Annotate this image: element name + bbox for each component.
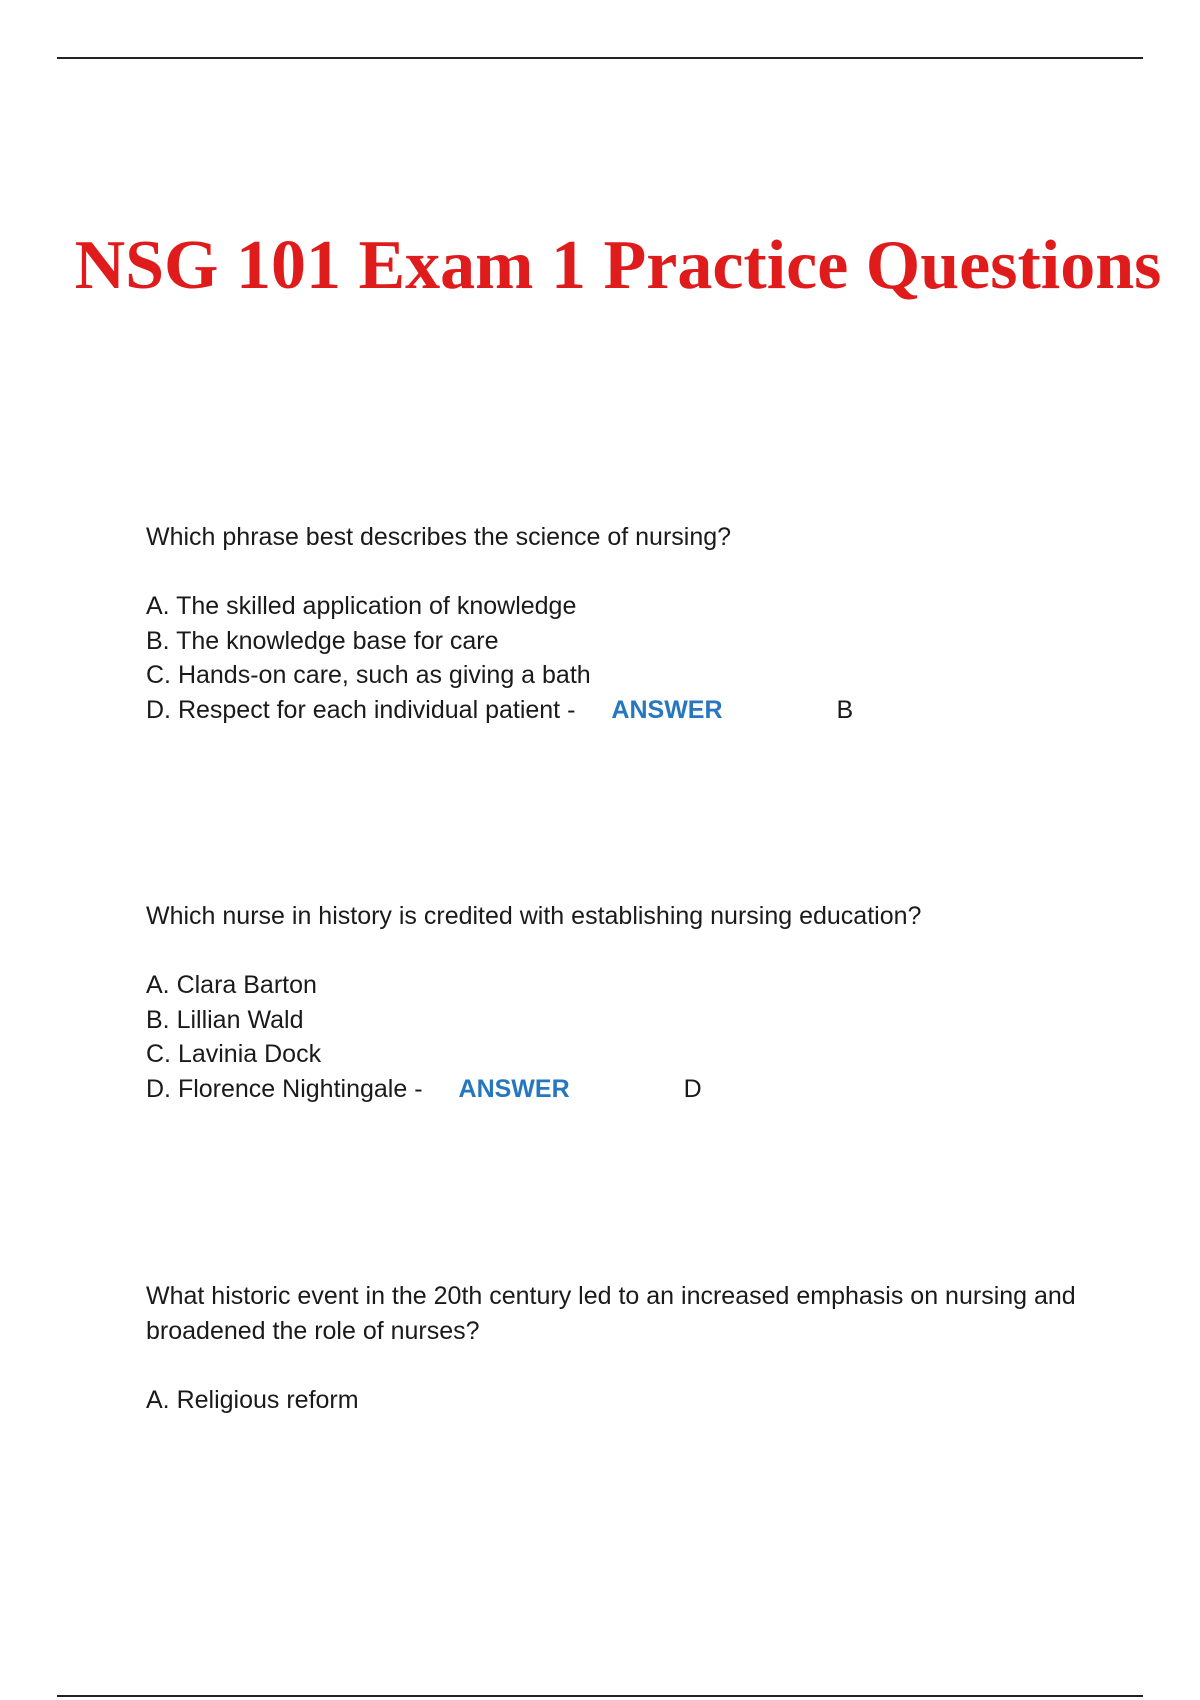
option-text: B. Lillian Wald — [146, 1005, 304, 1034]
question-prompt: What historic event in the 20th century led to an increased emphasis on nursing and broadened the role of nurses? — [146, 1282, 1076, 1345]
question-2 — [146, 899, 1086, 1106]
answer-label: ANSWER — [611, 695, 723, 724]
option-text: C. Lavinia Dock — [146, 1040, 322, 1068]
answer-label: ANSWER — [458, 1074, 570, 1103]
option-text: A. The skilled application of knowledge — [146, 592, 577, 620]
answer-value: B — [836, 695, 854, 724]
option-text: B. The knowledge base for care — [146, 626, 499, 655]
option-d — [146, 1072, 1086, 1107]
question-prompt: Which nurse in history is credited with establishing nursing education? — [146, 902, 922, 930]
option-text: D. Respect for each individual patient - — [146, 695, 576, 724]
question-1 — [146, 520, 1086, 727]
option-b — [146, 624, 1086, 659]
option-a — [146, 589, 1086, 624]
answer-value: D — [683, 1074, 702, 1103]
option-list — [146, 1383, 1086, 1418]
option-b — [146, 1003, 1086, 1038]
question-3 — [146, 1279, 1086, 1418]
option-c — [146, 1037, 1086, 1072]
question-prompt: Which phrase best describes the science of nursing? — [146, 523, 732, 551]
option-list — [146, 589, 1086, 727]
option-text: A. Religious reform — [146, 1386, 359, 1414]
option-text: D. Florence Nightingale - — [146, 1074, 423, 1103]
option-a — [146, 1383, 1086, 1418]
option-text: C. Hands-on care, such as giving a bath — [146, 661, 591, 689]
bottom-rule — [57, 1695, 1143, 1697]
top-rule — [57, 57, 1143, 59]
option-c — [146, 658, 1086, 693]
option-a — [146, 968, 1086, 1003]
document-title: NSG 101 Exam 1 Practice Questions — [74, 227, 1162, 304]
option-text: A. Clara Barton — [146, 971, 317, 999]
option-list — [146, 968, 1086, 1106]
option-d — [146, 693, 1086, 728]
